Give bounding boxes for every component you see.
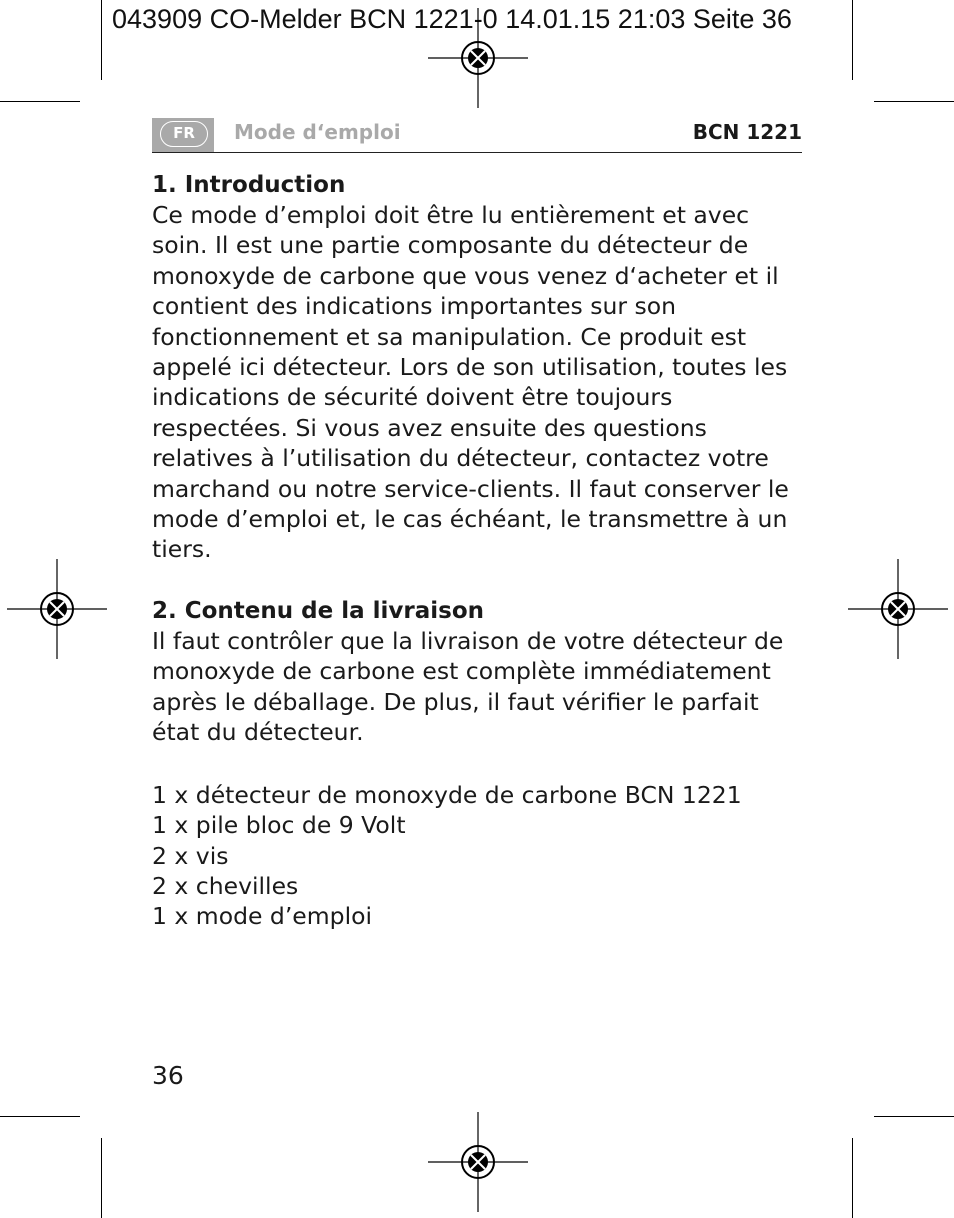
- section-heading: 2. Contenu de la livraison: [152, 598, 485, 624]
- language-code: FR: [160, 121, 208, 147]
- crop-mark: [852, 0, 853, 80]
- crop-mark: [874, 101, 954, 102]
- crop-mark: [101, 1138, 102, 1218]
- crop-mark: [0, 101, 80, 102]
- header-title: Mode d‘emploi: [234, 120, 401, 144]
- list-item: 1 x détecteur de monoxyde de carbone BCN 1221: [152, 781, 742, 809]
- crop-mark: [874, 1116, 954, 1117]
- crop-mark: [852, 1138, 853, 1218]
- section-heading: 1. Introduction: [152, 172, 346, 198]
- language-badge: [152, 118, 214, 152]
- section-paragraph: Ce mode d’emploi doit être lu entièrement et avec soin. Il est une partie composante du détecteur de monoxyde de carbone que vous venez d‘acheter et il contient des indications importantes sur son fonctionnement et sa manipulation. Ce produit est appelé ici détecteur. Lors de son utilisation, toutes les indications de sécurité doivent être toujours respectées. Si vous avez ensuite des questions relatives à l’utilisation du détecteur, contactez votre marchand ou notre service-clients. Il faut conserver le mode d’emploi et, le cas échéant, le transmettre à un tiers.: [152, 201, 789, 564]
- registration-mark-icon: [428, 8, 528, 108]
- header-model: BCN 1221: [692, 120, 802, 144]
- list-item: 1 x pile bloc de 9 Volt: [152, 811, 406, 840]
- print-slug: 043909 CO-Melder BCN 1221-0 14.01.15 21:03 Seite 36: [112, 4, 792, 34]
- delivery-list-container: [152, 780, 812, 931]
- registration-mark-icon: [7, 559, 107, 659]
- crop-mark: [0, 1116, 80, 1117]
- crop-mark: [101, 0, 102, 80]
- section-delivery-contents: [152, 596, 812, 748]
- page-header: [152, 118, 802, 153]
- list-item: 2 x chevilles: [152, 871, 299, 900]
- registration-mark-icon: [428, 1112, 528, 1212]
- registration-mark-icon: [848, 559, 948, 659]
- list-item: 2 x vis: [152, 841, 229, 870]
- page-number: 36: [152, 1061, 184, 1090]
- list-item: 1 x mode d’emploi: [152, 902, 373, 931]
- delivery-list: [152, 780, 812, 931]
- section-introduction: [152, 170, 812, 565]
- section-paragraph: Il faut contrôler que la livraison de votre détecteur de monoxyde de carbone est complète immédiatement après le déballage. De plus, il faut vérifier le parfait état du détecteur.: [152, 627, 784, 747]
